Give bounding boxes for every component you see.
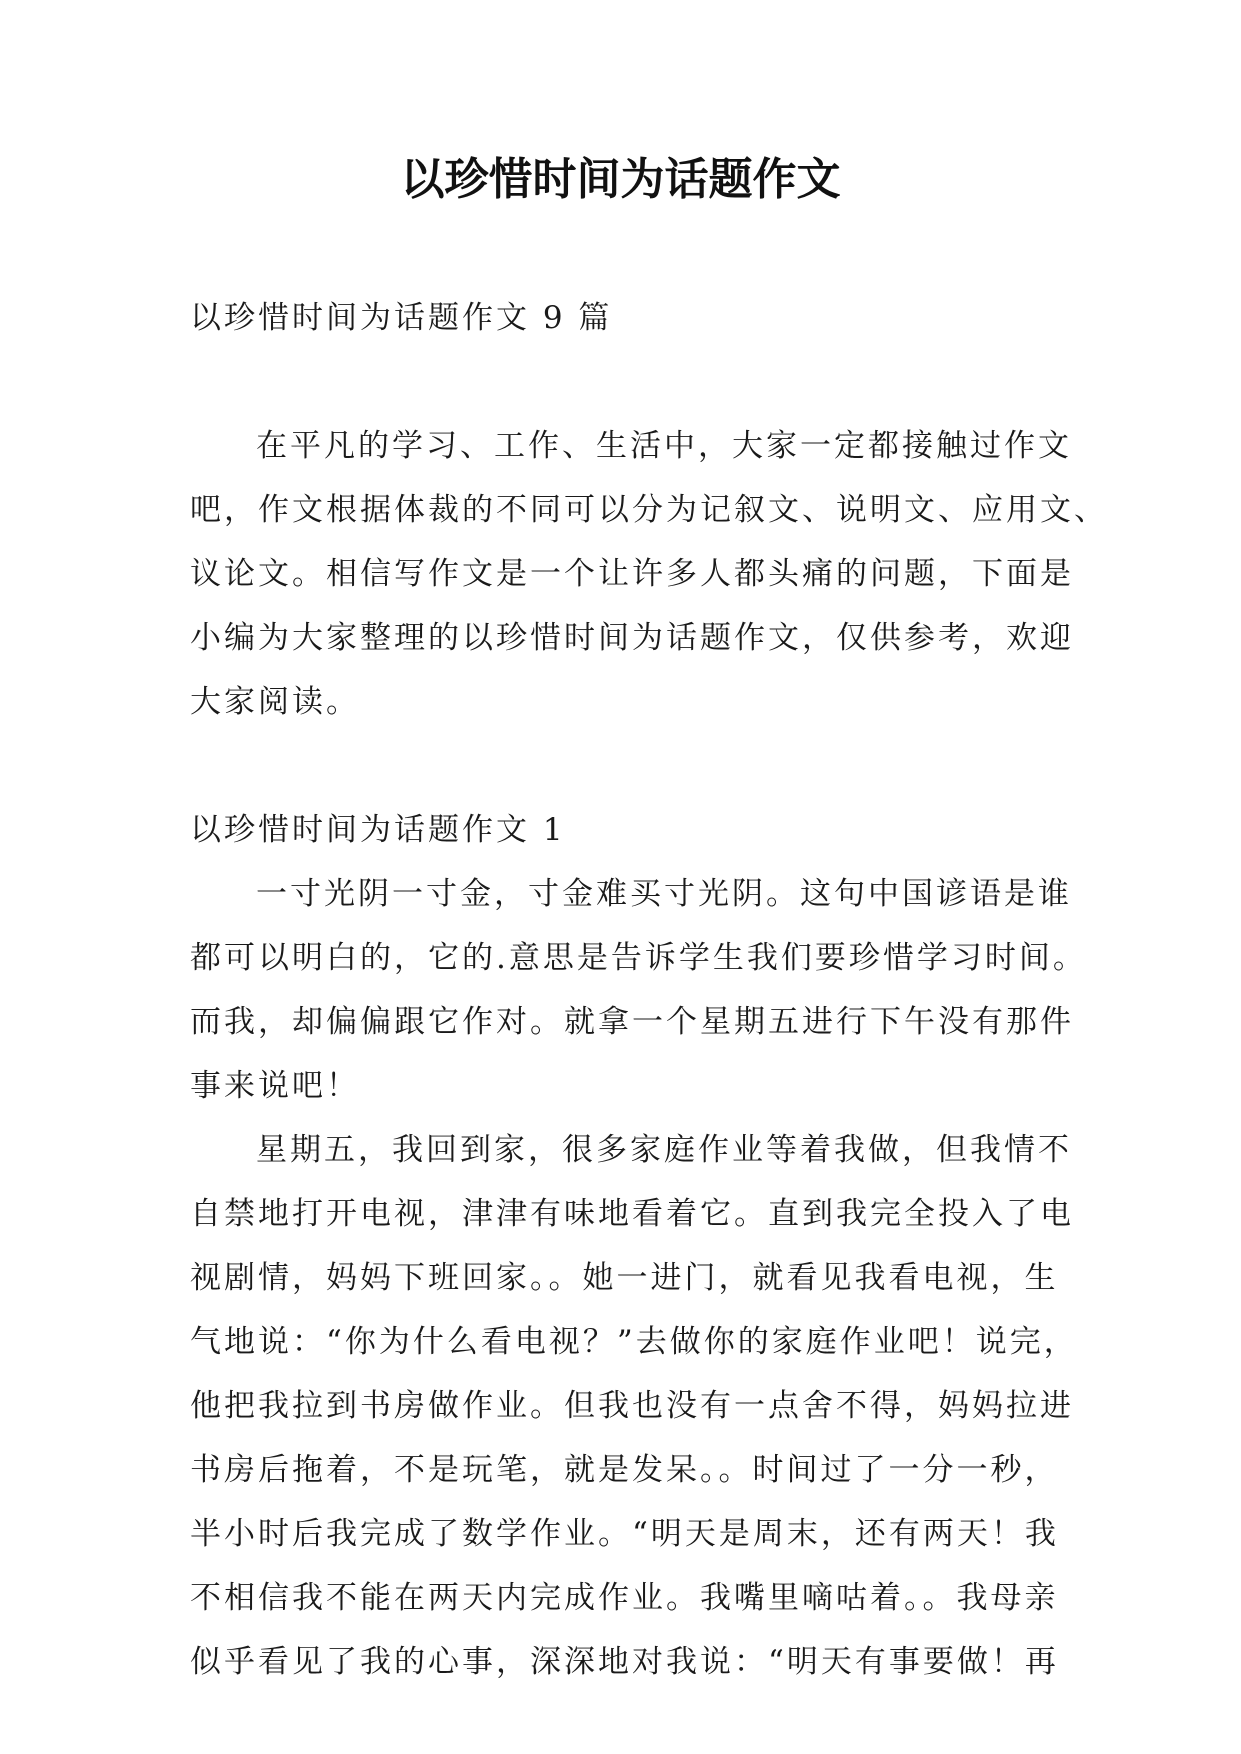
intro-paragraph	[190, 414, 1108, 734]
document-title: 以珍惜时间为话题作文	[400, 154, 841, 205]
paragraph-line: 书房后拖着，不是玩笔，就是发呆。。时间过了一分一秒，	[190, 1452, 1059, 1488]
paragraph-line: 小编为大家整理的以珍惜时间为话题作文，仅供参考，欢迎	[190, 620, 1074, 656]
paragraph-line: 半小时后我完成了数学作业。“明天是周末，还有两天！我	[190, 1516, 1059, 1552]
document-subtitle: 以珍惜时间为话题作文 9 篇	[190, 300, 613, 336]
paragraph-line: 气地说：“你为什么看电视？”去做你的家庭作业吧！说完，	[190, 1324, 1078, 1360]
paragraph-line: 都可以明白的，它的.意思是告诉学生我们要珍惜学习时间。	[190, 940, 1087, 976]
spacer	[190, 734, 1060, 798]
paragraph-line: 一寸光阴一寸金，寸金难买寸光阴。这句中国谚语是谁	[256, 876, 1072, 912]
section1-paragraph-2	[190, 1118, 1078, 1694]
spacer	[190, 350, 1060, 414]
paragraph-line: 他把我拉到书房做作业。但我也没有一点舍不得，妈妈拉进	[190, 1388, 1074, 1424]
paragraph-line: 议论文。相信写作文是一个让许多人都头痛的问题，下面是	[190, 556, 1074, 592]
section1-paragraph-1	[190, 862, 1087, 1118]
paragraph-line: 在平凡的学习、工作、生活中，大家一定都接触过作文	[256, 428, 1072, 464]
paragraph-line: 大家阅读。	[190, 684, 360, 720]
paragraph-line: 而我，却偏偏跟它作对。就拿一个星期五进行下午没有那件	[190, 1004, 1074, 1040]
paragraph-line: 似乎看见了我的心事，深深地对我说：“明天有事要做！再	[190, 1644, 1059, 1680]
paragraph-line: 吧，作文根据体裁的不同可以分为记叙文、说明文、应用文、	[190, 492, 1108, 528]
paragraph-line: 视剧情，妈妈下班回家。。她一进门，就看见我看电视，生	[190, 1260, 1059, 1296]
paragraph-line: 不相信我不能在两天内完成作业。我嘴里嘀咕着。。我母亲	[190, 1580, 1059, 1616]
paragraph-line: 自禁地打开电视，津津有味地看着它。直到我完全投入了电	[190, 1196, 1074, 1232]
section-heading: 以珍惜时间为话题作文 1	[190, 812, 566, 848]
paragraph-line: 星期五，我回到家，很多家庭作业等着我做，但我情不	[256, 1132, 1072, 1168]
paragraph-line: 事来说吧！	[190, 1068, 360, 1104]
document-body	[190, 286, 1108, 1694]
